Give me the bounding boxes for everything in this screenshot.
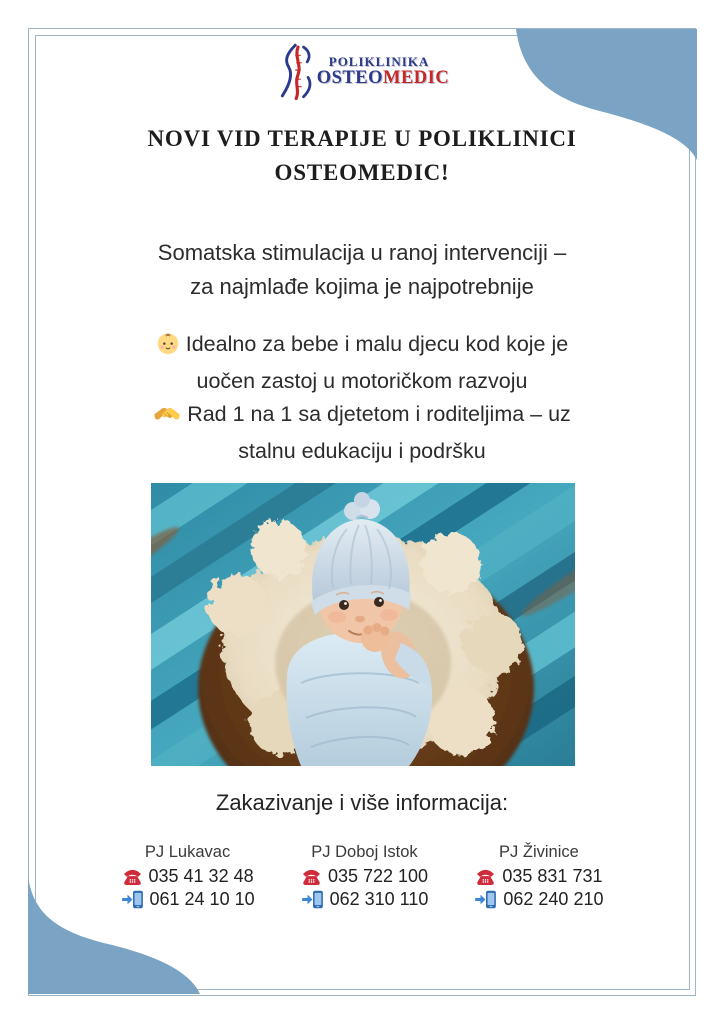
clinic-logo [0,42,724,100]
list-item-text: Idealno za bebe i malu djecu kod koje je [185,332,569,356]
title-line-2: OSTEOMEDIC! [274,160,450,185]
mobile-phone-arrow-icon [301,890,324,909]
feature-list [82,328,642,468]
baby-photo [151,483,575,766]
branch-name: PJ Živinice [499,843,579,861]
mobile-number: 061 24 10 10 [149,889,255,909]
landline-row [122,866,254,887]
subtitle-line-2: za najmlađe kojima je najpotrebnije [190,274,534,299]
branch-name: PJ Lukavac [144,843,231,861]
landline-row [475,866,602,887]
list-item-continued: uočen zastoj u motoričkom razvoju [196,369,528,393]
logo-poliklinika-label: POLIKLINIKA [328,53,430,69]
mobile-row [474,889,603,910]
contact-heading: Zakazivanje i više informacija: [215,790,509,815]
list-item-text: Rad 1 na 1 sa djetetom i roditeljima – uz [187,402,571,426]
title-line-1: NOVI VID TERAPIJE U POLIKLINICI [147,126,577,151]
landline-number: 035 722 100 [327,866,429,886]
contact-col-zivinice [474,843,603,910]
branch-name: PJ Doboj Istok [311,843,418,861]
mobile-phone-arrow-icon [474,890,497,909]
mobile-row [121,889,255,910]
mobile-phone-arrow-icon [121,890,144,909]
mobile-number: 062 310 110 [329,889,429,909]
mobile-row [301,889,429,910]
mobile-number: 062 240 210 [503,889,604,909]
baby-emoji [156,331,180,365]
red-telephone-icon [475,868,496,885]
subtitle [62,236,662,304]
red-telephone-icon [301,868,322,885]
list-item [82,398,642,435]
list-item-continued: stalnu edukaciju i podršku [238,439,486,463]
page-title [62,122,662,190]
handshake-emoji [153,402,181,435]
landline-number: 035 41 32 48 [148,866,254,886]
contact-col-doboj-istok [301,843,429,910]
contact-col-lukavac [121,843,255,910]
logo-wordmark [317,55,449,88]
landline-row [301,866,428,887]
red-telephone-icon [122,868,143,885]
contact-columns [30,843,694,910]
logo-osteomedic-label: OSTEOMEDIC [316,67,450,88]
landline-number: 035 831 731 [502,866,603,886]
subtitle-line-1: Somatska stimulacija u ranoj intervenciji – [157,240,567,265]
spine-torso-icon [275,42,321,100]
list-item [82,328,642,365]
